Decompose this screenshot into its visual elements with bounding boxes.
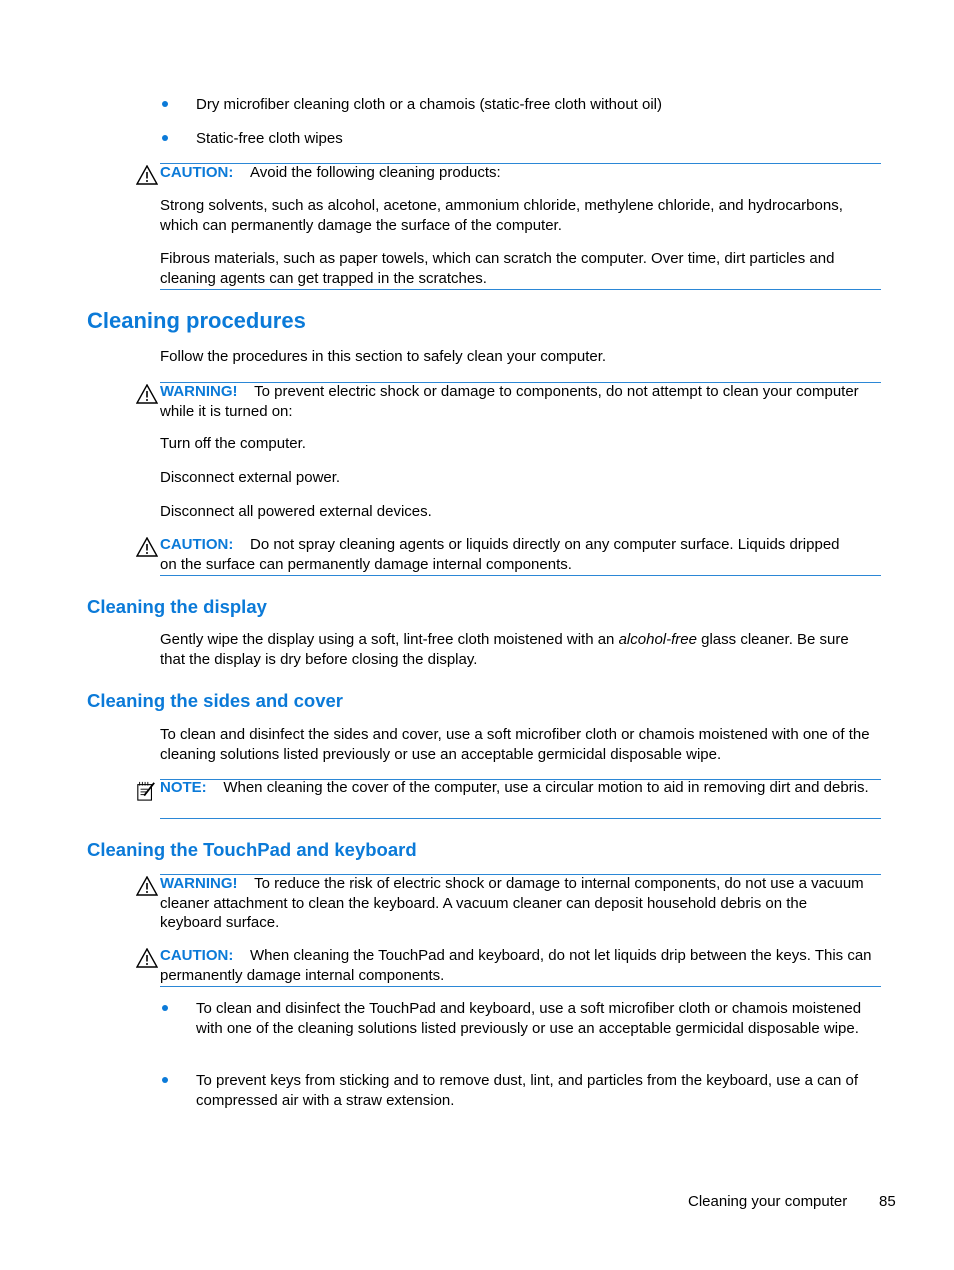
warning-body: To reduce the risk of electric shock or damage to internal components, do not use a vacuum cleaner attachment to clean the keyboard. A vacuum cleaner can deposit household debris on the keyboard surface. [160,875,864,931]
section-title: Cleaning procedures [87,308,306,333]
footer-section: Cleaning your computer [688,1193,848,1210]
note-label: NOTE: [160,779,207,796]
caution-icon [136,948,158,968]
caution-label: CAUTION: [160,947,234,964]
note-rule [160,289,881,290]
list-item: To clean and disinfect the TouchPad and keyboard, use a soft microfiber cloth or chamois moistened with one of the cleaning solutions listed previously or use an acceptable germicidal disposable wipe. [196,1000,862,1037]
step-text: Disconnect all powered external devices. [160,503,432,520]
warning-icon [136,876,158,896]
sides-text: To clean and disinfect the sides and cover, use a soft microfiber cloth or chamois moistened with one of the cleaning solutions listed previously or use an acceptable germicidal disposable wipe. [160,726,870,763]
step-text: Disconnect external power. [160,469,341,486]
warning-label: WARNING! [160,383,238,400]
bullet-dot [162,101,168,107]
caution-text [160,535,860,574]
subsection-title: Cleaning the TouchPad and keyboard [87,839,417,860]
warning-label: WARNING! [160,875,238,892]
display-text-italic: alcohol-free [618,631,697,648]
subsection-title: Cleaning the display [87,596,267,617]
caution-paragraph: Strong solvents, such as alcohol, acetone, ammonium chloride, methylene chloride, and hydrocarbons, which can permanently damage the surface of the computer. [160,197,843,234]
caution-line [160,163,881,183]
caution-label: CAUTION: [160,164,234,181]
caution-text [160,946,872,985]
display-text-part: glass cleaner. Be sure that the display is dry before closing the display. [160,631,849,668]
note-rule [160,575,881,576]
caution-icon [136,165,158,185]
list-item: Static-free cloth wipes [196,130,343,147]
note-rule [160,818,881,819]
note-body: When cleaning the cover of the computer, use a circular motion to aid in removing dirt and debris. [223,779,869,796]
page-number: 85 [879,1193,896,1210]
caution-label: CAUTION: [160,536,234,553]
section-intro: Follow the procedures in this section to safely clean your computer. [160,348,607,365]
note-text [160,778,875,798]
bullet-dot [162,1077,168,1083]
warning-body: To prevent electric shock or damage to components, do not attempt to clean your computer while it is turned on: [160,383,859,420]
display-text-part: Gently wipe the display using a soft, lint-free cloth moistened with an [160,631,619,648]
note-icon [135,781,157,801]
warning-text [160,382,860,421]
bullet-dot [162,1005,168,1011]
display-text [160,630,872,669]
caution-body: When cleaning the TouchPad and keyboard, do not let liquids drip between the keys. This can permanently damage internal components. [160,947,872,984]
note-rule [160,986,881,987]
warning-icon [136,384,158,404]
caution-body: Do not spray cleaning agents or liquids directly on any computer surface. Liquids dripped on the surface can permanently damage internal components. [160,536,840,573]
warning-text [160,874,872,933]
bullet-dot [162,135,168,141]
subsection-title: Cleaning the sides and cover [87,690,343,711]
caution-paragraph: Fibrous materials, such as paper towels, which can scratch the computer. Over time, dirt particles and cleaning agents can get trapped in the scratches. [160,250,835,287]
list-item: Dry microfiber cleaning cloth or a chamois (static-free cloth without oil) [196,96,663,113]
step-text: Turn off the computer. [160,435,306,452]
caution-intro: Avoid the following cleaning products: [250,164,501,181]
list-item: To prevent keys from sticking and to remove dust, lint, and particles from the keyboard, use a can of compressed air with a straw extension. [196,1072,858,1109]
caution-icon [136,537,158,557]
